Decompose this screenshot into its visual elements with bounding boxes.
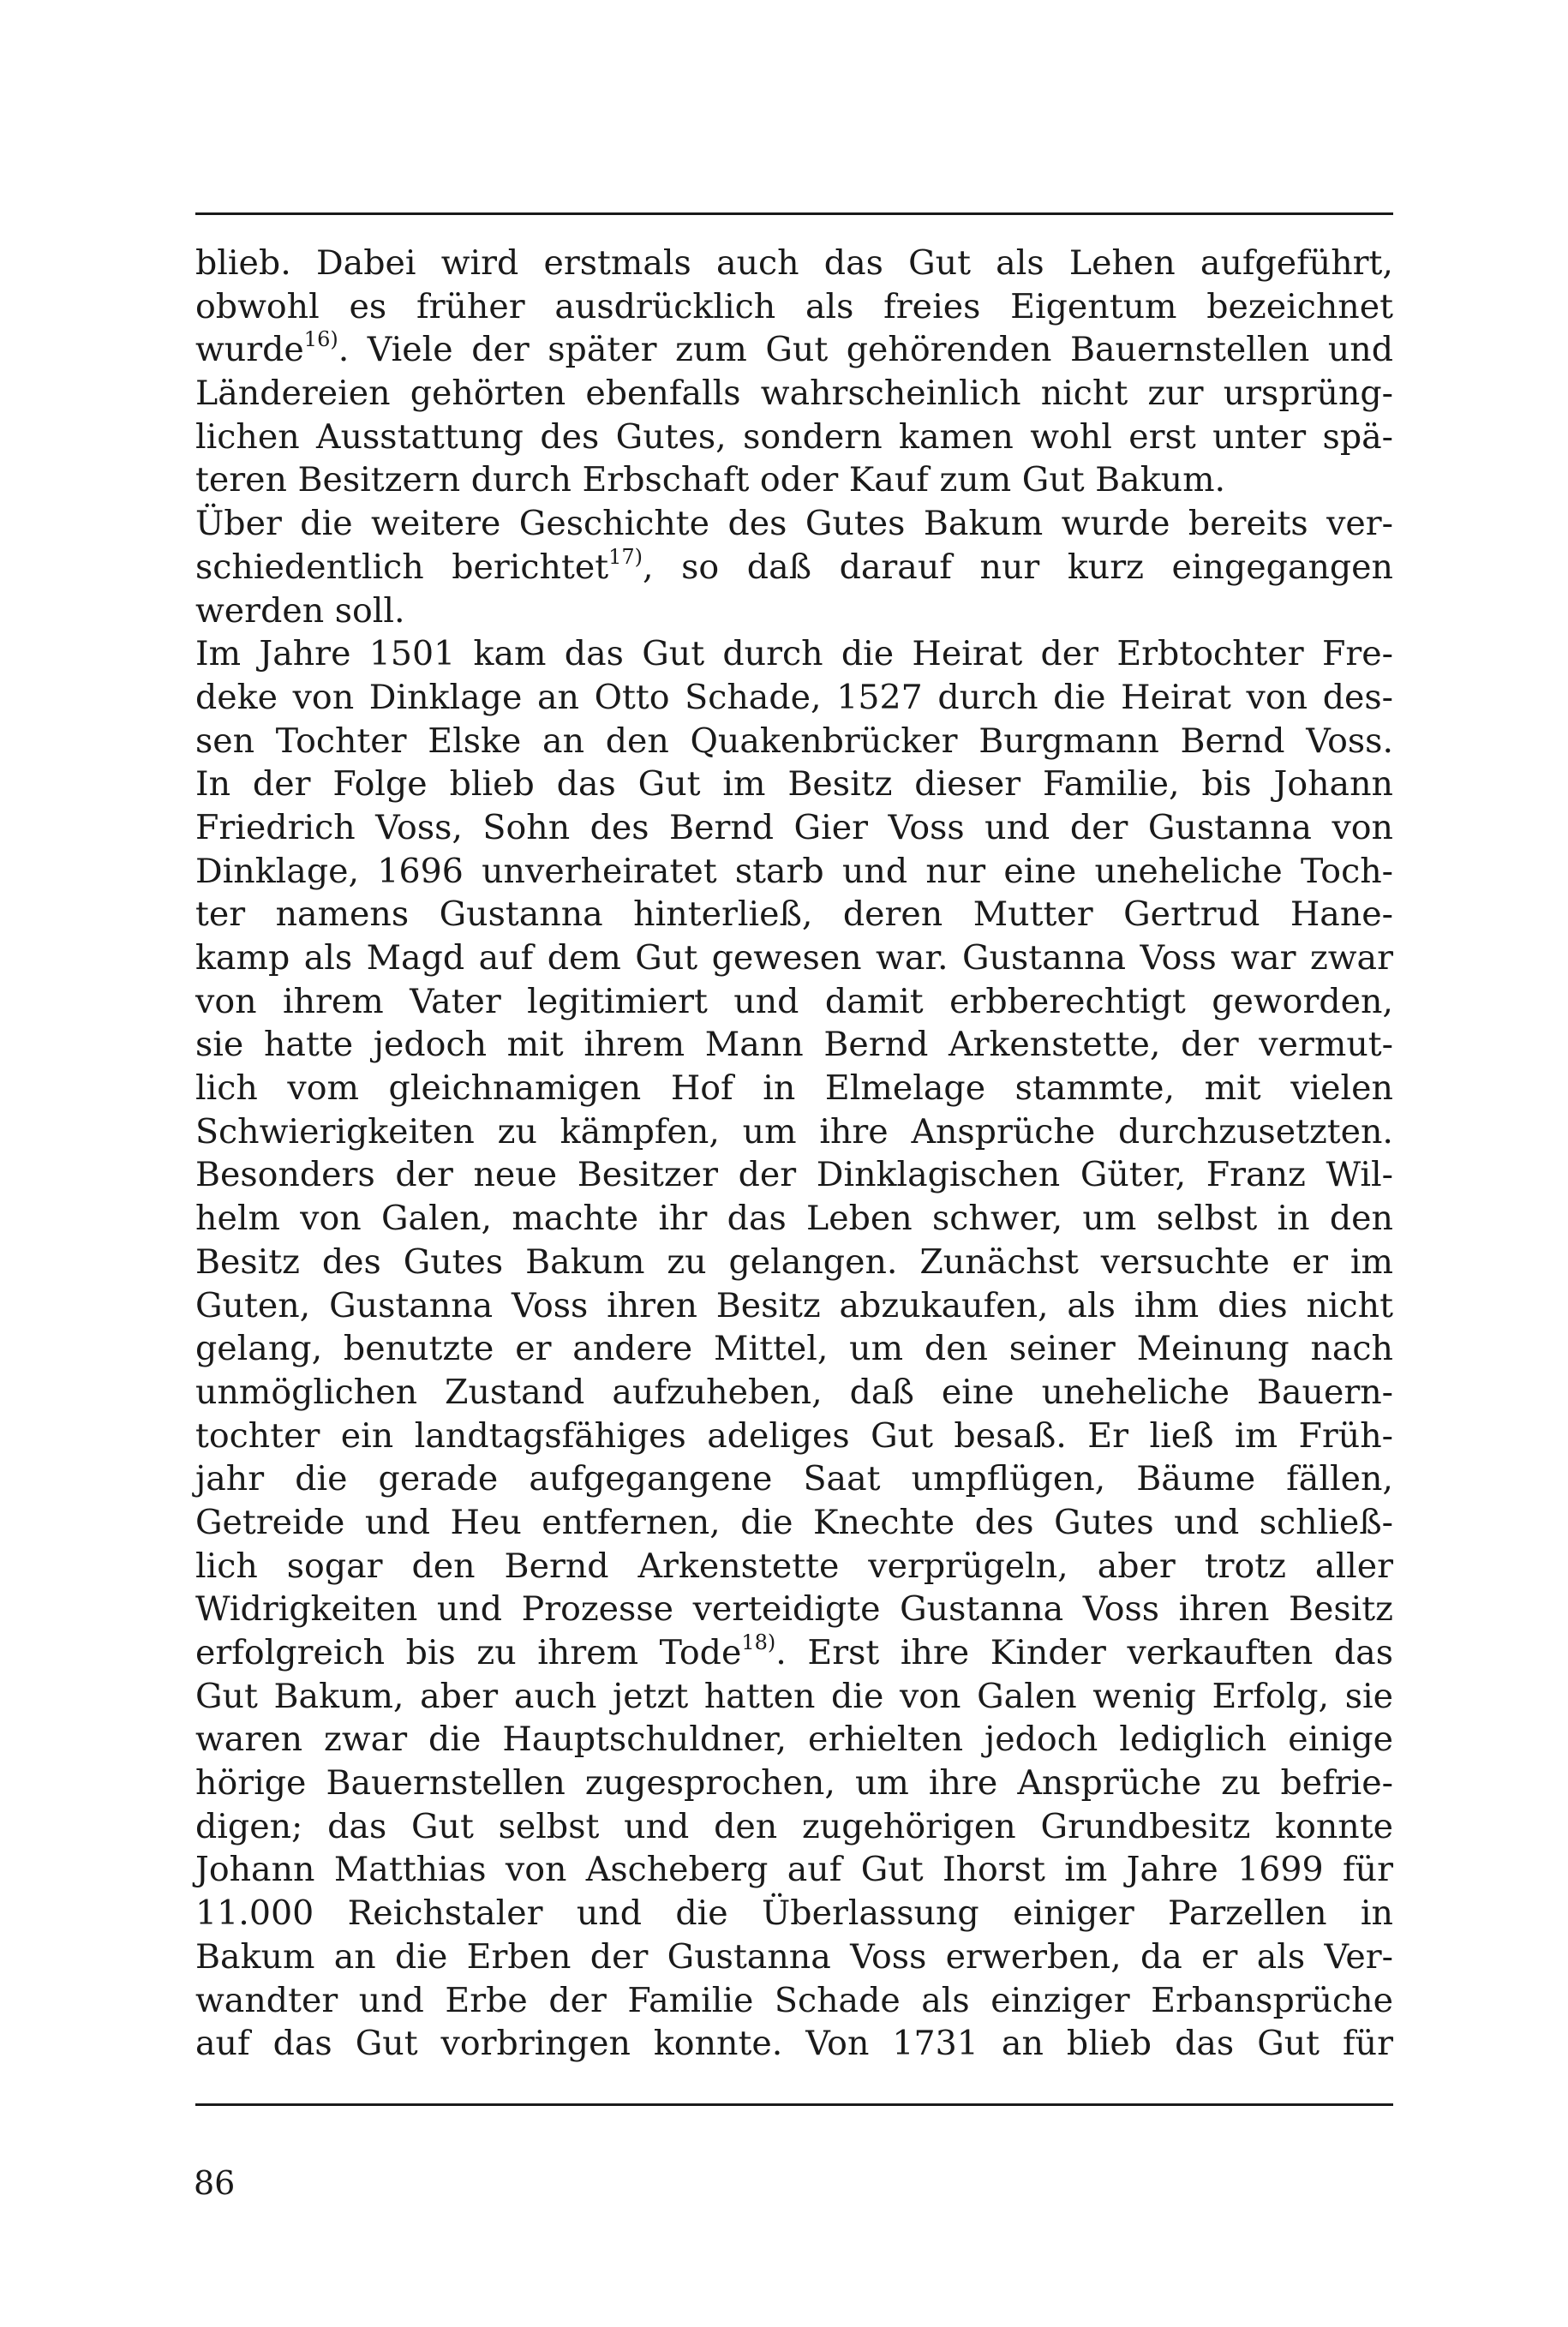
line-text-continued: , so daß darauf nur kurz eingegangen [643,547,1393,587]
line-text: unmöglichen Zustand aufzuheben, daß eine uneheliche Bauern- [195,1372,1393,1412]
text-line [195,1067,1393,1110]
line-text: Besitz des Gutes Bakum zu gelangen. Zunächst versuchte er im [195,1241,1393,1282]
text-line [195,1935,1393,1979]
line-text: wurde [195,330,304,370]
text-line [195,372,1393,416]
line-text: sie hatte jedoch mit ihrem Mann Bernd Arkenstette, der vermut- [195,1025,1393,1065]
line-text: kamp als Magd auf dem Gut gewesen war. Gustanna Voss war zwar [195,938,1393,978]
text-line [195,1675,1393,1719]
line-text: schiedentlich berichtet [195,547,609,587]
text-line [195,416,1393,459]
text-line [195,1545,1393,1588]
line-text: lich sogar den Bernd Arkenstette verprügeln, aber trotz aller [195,1546,1393,1586]
line-text: Bakum an die Erben der Gustanna Voss erwerben, da er als Ver- [195,1936,1393,1977]
text-line [195,1457,1393,1501]
line-text: erfolgreich bis zu ihrem Tode [195,1633,742,1672]
text-line [195,1153,1393,1197]
line-text-continued: . Erst ihre Kinder verkauften das [775,1633,1393,1672]
text-line [195,676,1393,720]
text-line [195,1327,1393,1371]
line-text: Friedrich Voss, Sohn des Bernd Gier Voss und der Gustanna von [195,807,1393,847]
text-line [195,1631,1393,1675]
line-text: Im Jahre 1501 kam das Gut durch die Heirat der Erbtochter Fre- [195,634,1393,674]
body-text [195,242,1393,2066]
line-text: jahr die gerade aufgegangene Saat umpflügen, Bäume fällen, [195,1459,1393,1499]
text-line [195,1805,1393,1849]
text-line [195,1979,1393,2023]
line-text: Widrigkeiten und Prozesse verteidigte Gustanna Voss ihren Besitz [195,1589,1393,1630]
line-text: ter namens Gustanna hinterließ, deren Mutter Gertrud Hane- [195,894,1393,935]
line-text: digen; das Gut selbst und den zugehörigen Grundbesitz konnte [195,1806,1393,1846]
line-text: 11.000 Reichstaler und die Überlassung einiger Parzellen in [195,1893,1393,1934]
text-line [195,589,1393,633]
line-text: Besonders der neue Besitzer der Dinklagischen Güter, Franz Wil- [195,1155,1393,1195]
line-text: hörige Bauernstellen zugesprochen, um ihre Ansprüche zu befrie- [195,1763,1393,1804]
header-rule [195,212,1393,215]
text-line [195,242,1393,285]
text-line [195,850,1393,894]
text-line [195,1892,1393,1935]
text-line [195,458,1393,502]
text-line [195,936,1393,980]
line-text: von ihrem Vater legitimiert und damit erbberechtigt geworden, [195,981,1393,1021]
text-line [195,1284,1393,1328]
footer-rule [195,2103,1393,2106]
line-text: helm von Galen, machte ihr das Leben schwer, um selbst in den [195,1199,1393,1239]
line-text: blieb. Dabei wird erstmals auch das Gut als Lehen aufgeführt, [195,243,1393,283]
line-text: Dinklage, 1696 unverheiratet starb und nur eine uneheliche Toch- [195,851,1393,891]
text-line [195,1197,1393,1241]
line-text: waren zwar die Hauptschuldner, erhielten jedoch lediglich einige [195,1720,1393,1760]
text-line [195,763,1393,806]
text-line [195,893,1393,936]
line-text: sen Tochter Elske an den Quakenbrücker Burgmann Bernd Voss. [195,721,1393,761]
line-text: lichen Ausstattung des Gutes, sondern kamen wohl erst unter spä- [195,416,1393,457]
line-text: gelang, benutzte er andere Mittel, um den seiner Meinung nach [195,1329,1393,1369]
text-line [195,2022,1393,2066]
text-line [195,1588,1393,1631]
text-line [195,1023,1393,1067]
line-text: Johann Matthias von Ascheberg auf Gut Ihorst im Jahre 1699 für [195,1850,1393,1890]
footnote-ref: 16) [303,327,338,352]
text-line [195,1718,1393,1762]
line-text: deke von Dinklage an Otto Schade, 1527 durch die Heirat von des- [195,677,1393,717]
line-text: Gut Bakum, aber auch jetzt hatten die von Galen wenig Erfolg, sie [195,1676,1393,1716]
line-text: teren Besitzern durch Erbschaft oder Kauf zum Gut Bakum. [195,460,1226,500]
line-text-continued: . Viele der später zum Gut gehörenden Bauernstellen und [338,330,1393,370]
text-line [195,632,1393,676]
line-text: tochter ein landtagsfähiges adeliges Gut besaß. Er ließ im Früh- [195,1415,1393,1456]
line-text: werden soll. [195,590,405,631]
text-line [195,328,1393,372]
text-line [195,502,1393,546]
line-text: Schwierigkeiten zu kämpfen, um ihre Ansprüche durchzusetzten. [195,1111,1393,1152]
text-line [195,1415,1393,1458]
text-line [195,720,1393,763]
line-text: Getreide und Heu entfernen, die Knechte des Gutes und schließ- [195,1502,1393,1542]
text-line [195,285,1393,329]
text-line [195,1110,1393,1154]
line-text: obwohl es früher ausdrücklich als freies Eigentum bezeichnet [195,286,1393,326]
footnote-ref: 18) [741,1630,776,1654]
text-line [195,1371,1393,1415]
line-text: lich vom gleichnamigen Hof in Elmelage stammte, mit vielen [195,1068,1393,1109]
text-line [195,546,1393,589]
line-text: wandter und Erbe der Familie Schade als einziger Erbansprüche [195,1980,1393,2020]
text-line [195,980,1393,1024]
text-line [195,1501,1393,1545]
text-line [195,1762,1393,1805]
text-line [195,1241,1393,1284]
line-text: Guten, Gustanna Voss ihren Besitz abzukaufen, als ihm dies nicht [195,1285,1393,1325]
line-text: Über die weitere Geschichte des Gutes Bakum wurde bereits ver- [195,504,1393,544]
text-line [195,1848,1393,1892]
page-number: 86 [194,2164,236,2202]
text-line [195,806,1393,850]
footnote-ref: 17) [608,544,643,569]
line-text: In der Folge blieb das Gut im Besitz dieser Familie, bis Johann [195,764,1393,805]
line-text: Ländereien gehörten ebenfalls wahrscheinlich nicht zur ursprüng- [195,374,1393,414]
line-text: auf das Gut vorbringen konnte. Von 1731 an blieb das Gut für [195,2024,1393,2064]
